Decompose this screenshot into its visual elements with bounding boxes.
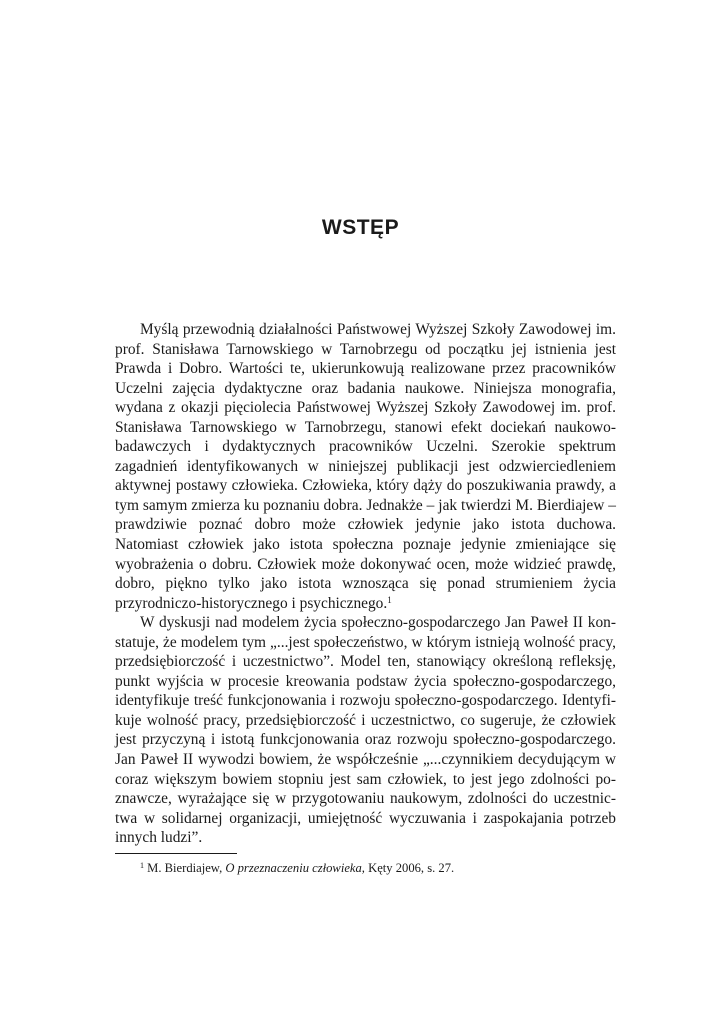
footnote-title: O przeznaczeniu człowieka,: [225, 861, 365, 875]
paragraph-2: [115, 613, 616, 848]
footnote-author: M. Bierdiajew,: [147, 861, 223, 875]
footnote-reference: 1: [387, 594, 392, 605]
footnote-number: 1: [140, 861, 144, 870]
paragraph-2-text: W dyskusji nad modelem życia społeczno-gospodarczego Jan Paweł II konstatuje, że modelem tym „...jest społeczeństwo, w którym istnieją wolność pracy, przedsiębiorczość i uczestnictwo”. Model ten, stanowiący określoną refleksję, punkt wyjścia w procesie kreowania podstaw życia społeczno-gospodarczego, identyfikuje treść funkcjonowania i rozwoju społeczno-gospodarczego. Identyfikuje wolność pracy, przedsiębiorczość i uczestnictwo, co sugeruje, że człowiek jest przyczyną i istotą funkcjonowania oraz rozwoju społeczno-gospodarczego. Jan Paweł II wywodzi bowiem, że współcześnie „...czynnikiem decydującym w coraz większym bowiem stopniu jest sam człowiek, to jest jego zdolności poznawcze, wyrażające się w przygotowaniu naukowym, zdolności do uczestnictwa w solidarnej organizacji, umiejętność wyczuwania i zaspokajania potrzeb innych ludzi”.: [115, 614, 616, 847]
footnote-rest: Kęty 2006, s. 27.: [368, 861, 455, 875]
page-title: WSTĘP: [321, 216, 400, 239]
footnote-separator: [115, 853, 237, 854]
footnote: [140, 860, 620, 876]
paragraph-1-text: Myślą przewodnią działalności Państwowej Wyższej Szkoły Zawodowej im. prof. Stanisława Tarnowskiego w Tarnobrzegu od początku jej istnienia jest Prawda i Dobro. Wartości te, ukierunkowują realizowane przez pracowników Uczelni zajęcia dydaktyczne oraz badania naukowe. Niniejsza monografia, wydana z okazji pięciolecia Państwowej Wyższej Szkoły Zawodowej im. prof. Stanisława Tarnowskiego w Tarnobrzegu, stanowi efekt dociekań naukowo-badawczych i dydaktycznych pracowników Uczelni. Szerokie spektrum zagadnień identyfikowanych w niniejszej publikacji jest odzwierciedleniem aktywnej postawy człowieka. Człowieka, który dąży do poszukiwania prawdy, a tym samym zmierza ku poznaniu dobra. Jednakże – jak twierdzi M. Bierdiajew – prawdziwie poznać dobro może człowiek jedynie jako istota duchowa. Natomiast człowiek jako istota społeczna poznaje jedynie zmieniające się wyobrażenia o dobru. Człowiek może dokonywać ocen, może widzieć prawdę, dobro, piękno tylko jako istota wznosząca się ponad strumieniem życia przyrodniczo-historycznego i psychicznego.: [115, 321, 616, 612]
body-text: [115, 320, 616, 848]
paragraph-1: [115, 320, 616, 613]
